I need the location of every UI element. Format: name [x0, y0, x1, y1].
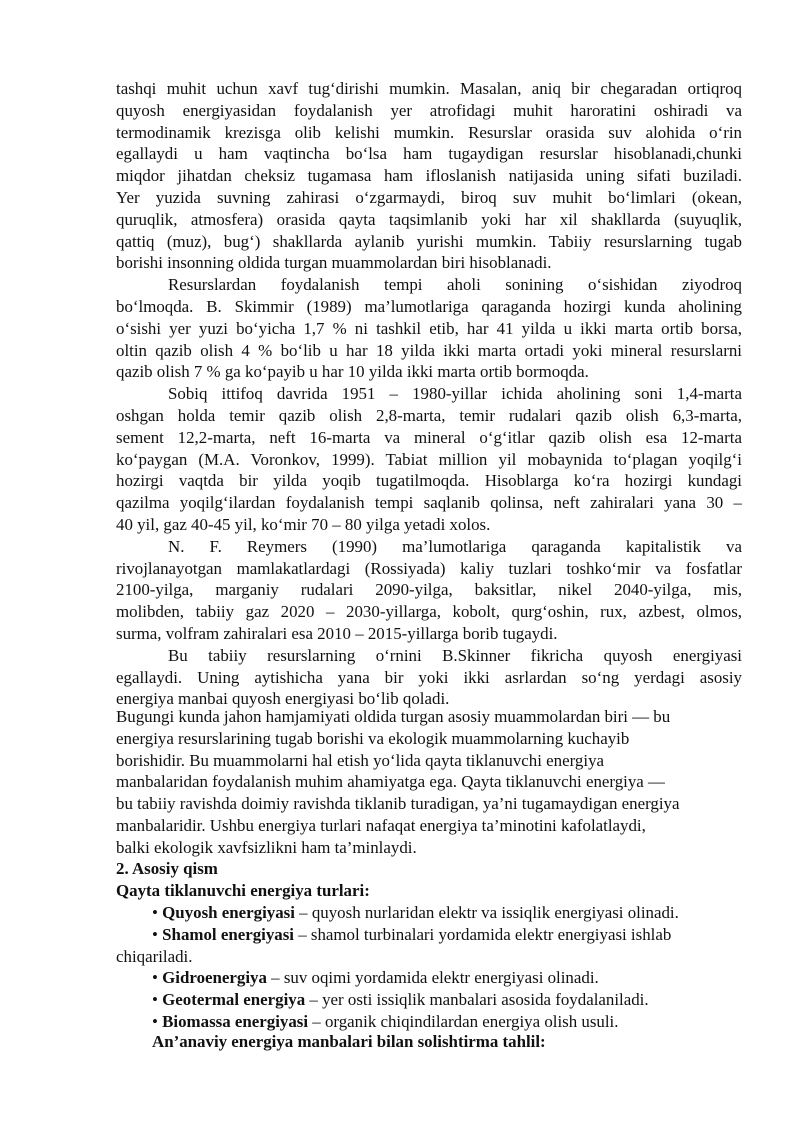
subheading: Qayta tiklanuvchi energiya turlari: [116, 881, 370, 900]
text-line: termodinamik krezisga olib kelishi mumkin. Resurslar orasida suv alohida o‘rin [116, 122, 742, 142]
text-line: 40 yil, gaz 40-45 yil, ko‘mir 70 – 80 yilga yetadi xolos. [116, 514, 491, 534]
bullet-term: Quyosh energiyasi [162, 903, 295, 922]
text-line: miqdor jihatdan cheksiz tugamasa ham ifloslanish natijasida uning sifati buziladi. [116, 166, 742, 186]
text-line: qazilma yoqilg‘ilardan foydalanish tempi saqlanib qolinsa, neft zahiralari yana 30 – [116, 493, 742, 513]
text-line: bo‘lmoqda. B. Skimmir (1989) ma’lumotlariga qaraganda hozirgi kunda aholining [116, 296, 742, 316]
text-line: oltin qazib olish 4 % bo‘lib u har 18 yilda ikki marta ortadi yoki mineral resurslarni [116, 340, 742, 360]
text-line: bu tabiiy ravishda doimiy ravishda tiklanib turadigan, ya’ni tugamaydigan energiya [116, 794, 680, 814]
text-line: rivojlanayotgan mamlakatlardagi (Rossiyada) kaliy tuzlari toshko‘mir va fosfatlar [116, 558, 742, 578]
bullet-icon: • [152, 903, 158, 922]
text-line: manbalaridir. Ushbu energiya turlari nafaqat energiya ta’minotini kafolatlaydi, [116, 815, 646, 835]
bullet-list [116, 902, 742, 1033]
text-line: egallaydi u ham vaqtincha bo‘lsa ham tugaydigan resurslar hisoblanadi,chunki [116, 144, 742, 164]
bullet-term: Biomassa energiyasi [162, 1011, 309, 1031]
paragraph-p2 [116, 274, 742, 383]
text-line: Bugungi kunda jahon hamjamiyati oldida turgan asosiy muammolardan biri — bu [116, 707, 671, 726]
final-heading: An’anaviy energiya manbalari bilan solishtirma tahlil: [152, 1032, 546, 1051]
text-line: surma, volfram zahiralari esa 2010 – 2015-yillarga borib tugaydi. [116, 623, 558, 643]
text-line: o‘sishi yer yuzi bo‘yicha 1,7 % ni tashkil etib, har 41 yilda u ikki marta ortib borsa, [116, 318, 742, 338]
text-line: energiya resurslarining tugab borishi va ekologik muammolarning kuchayib [116, 728, 630, 748]
bullet-icon: • [152, 1011, 158, 1031]
text-line: molibden, tabiiy gaz 2020 – 2030-yillarga, kobolt, qurg‘oshin, rux, azbest, olmos, [116, 602, 742, 622]
text-line: sement 12,2-marta, neft 16-marta va mineral o‘g‘itlar qazib olish esa 12-marta [116, 427, 742, 447]
text-line: Yer yuzida suvning zahirasi o‘zgarmaydi, biroq suv muhit bo‘limlari (okean, [116, 187, 742, 207]
text-line: 2100-yilga, marganiy rudalari 2090-yilga, baksitlar, nikel 2040-yilga, mis, [116, 580, 742, 600]
bullet-description: – yer osti issiqlik manbalari asosida foydalaniladi. [305, 990, 649, 1010]
text-line: oshgan holda temir qazib olish 2,8-marta, temir rudalari qazib olish 6,3-marta, [116, 405, 742, 425]
text-line: hozirgi vaqtda bir yilda yoqib tugatilmoqda. Hisoblarga ko‘ra hozirgi kundagi [116, 471, 742, 491]
bullet-item [116, 1011, 742, 1033]
text-line: qazib olish 7 % ga ko‘payib u har 10 yilda ikki marta ortib bormoqda. [116, 362, 589, 382]
bullet-description: – organik chiqindilardan energiya olish usuli. [308, 1011, 619, 1031]
text-line: Sobiq ittifoq davrida 1951 – 1980-yillar ichida aholining soni 1,4-marta [168, 384, 742, 404]
bullet-item [116, 924, 742, 946]
text-line: balki ekologik xavfsizlikni ham ta’minlaydi. [116, 837, 417, 857]
bullet-item [116, 967, 742, 989]
paragraph-p4 [116, 536, 742, 645]
bullet-description: – shamol turbinalari yordamida elektr energiyasi ishlab [294, 924, 672, 944]
bullet-icon: • [152, 990, 158, 1010]
ragged-paragraph [116, 706, 742, 859]
bullet-description: – quyosh nurlaridan elektr va issiqlik energiyasi olinadi. [294, 903, 679, 922]
justified-text-area [116, 78, 742, 710]
bullet-item [116, 902, 742, 924]
text-line: borishi insonning oldida turgan muammolardan biri hisoblanadi. [116, 253, 552, 273]
text-line: egallaydi. Uning aytishicha yana bir yoki ikki asrlardan so‘ng yerdagi asosiy [116, 667, 742, 687]
text-line: qattiq (muz), bug‘) shakllarda aylanib yurishi mumkin. Tabiiy resurslarning tugab [116, 231, 742, 251]
bullet-icon: • [152, 968, 158, 988]
text-line: ko‘paygan (M.A. Voronkov, 1999). Tabiat million yil mobaynida to‘plagan yoqilg‘i [116, 449, 742, 469]
section-heading: 2. Asosiy qism [116, 859, 218, 878]
bullet-continuation: chiqariladi. [116, 946, 193, 966]
paragraph-p3 [116, 383, 742, 536]
bullet-description: – suv oqimi yordamida elektr energiyasi olinadi. [266, 968, 599, 988]
text-line: quruqlik, atmosfera) orasida qayta taqsimlanib yoki har xil shakllarda (suyuqlik, [116, 209, 742, 229]
text-line: quyosh energiyasidan foydalanish yer atrofidagi muhit haroratini oshiradi va [116, 100, 742, 120]
text-line: Bu tabiiy resurslarning o‘rnini B.Skinner fikricha quyosh energiyasi [168, 645, 742, 665]
paragraph-p1 [116, 78, 742, 274]
paragraph-p5 [116, 645, 742, 710]
bullet-item [116, 989, 742, 1011]
text-line: borishidir. Bu muammolarni hal etish yo‘lida qayta tiklanuvchi energiya [116, 750, 605, 770]
text-line: manbalaridan foydalanish muhim ahamiyatga ega. Qayta tiklanuvchi energiya — [116, 772, 665, 792]
text-line: tashqi muhit uchun xavf tug‘dirishi mumkin. Masalan, aniq bir chegaradan ortiqroq [116, 79, 742, 98]
text-line: energiya manbai quyosh energiyasi bo‘lib qoladi. [116, 689, 450, 709]
bullet-term: Shamol energiyasi [162, 924, 294, 944]
bullet-term: Geotermal energiya [162, 990, 306, 1010]
bullet-term: Gidroenergiya [162, 968, 267, 988]
text-line: Resurslardan foydalanish tempi aholi sonining o‘sishidan ziyodroq [168, 275, 742, 295]
bullet-icon: • [152, 924, 158, 944]
text-line: N. F. Reymers (1990) ma’lumotlariga qaraganda kapitalistik va [168, 536, 742, 556]
